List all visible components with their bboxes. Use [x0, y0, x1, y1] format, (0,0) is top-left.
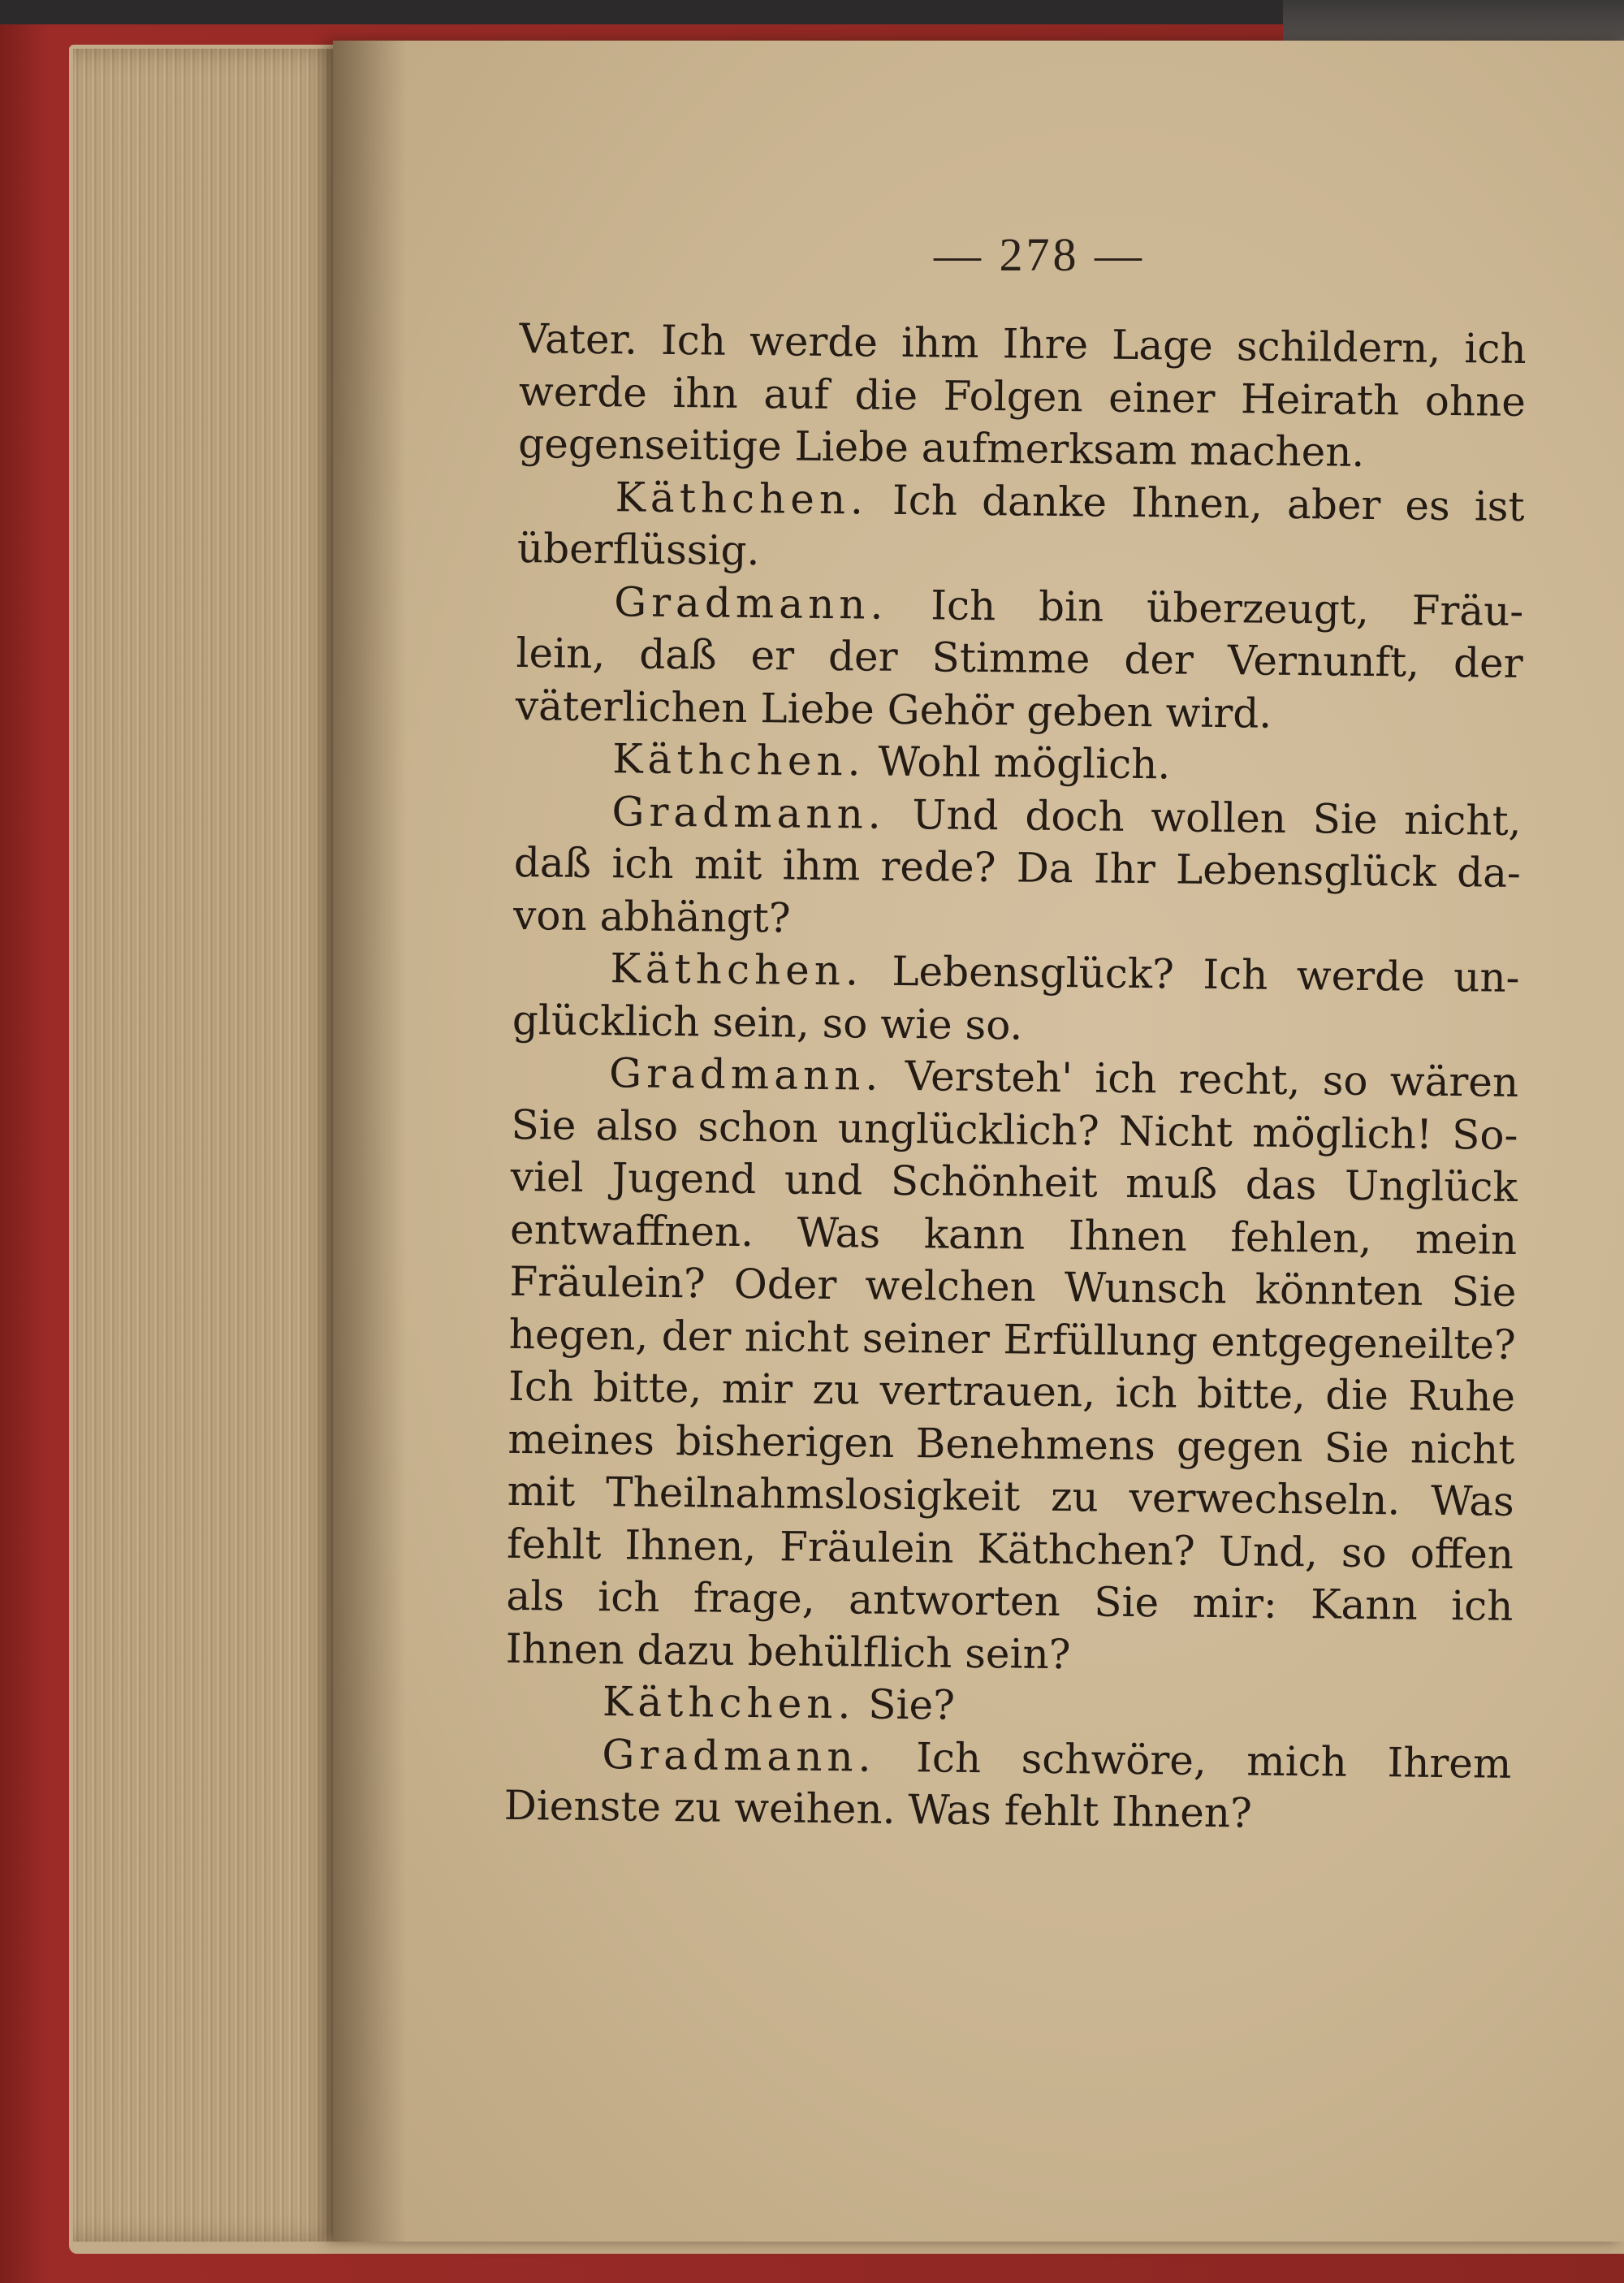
line-text: glücklich sein, so wie so.: [512, 996, 1023, 1049]
text-line: [506, 1570, 1514, 1632]
speaker-name: Käthchen.: [602, 1678, 856, 1728]
page-number: — 278 —: [934, 228, 1145, 281]
line-text: werde ihn auf die Folgen einer Heirath ohne: [518, 367, 1527, 426]
speaker-name: Gradmann.: [602, 1730, 876, 1781]
gutter-shadow: [333, 41, 406, 2242]
page-edges: [73, 49, 341, 2242]
line-text: daß ich mit ihm rede? Da Ihr Lebensglück da-: [513, 838, 1522, 897]
line-text: lein, daß er der Stimme der Vernunft, der: [516, 629, 1523, 687]
text-line: [509, 1256, 1517, 1318]
line-text: väterlichen Liebe Gehör geben wird.: [515, 681, 1272, 737]
text-line: [514, 837, 1522, 899]
text-line: [505, 1675, 1513, 1737]
text-line: [517, 522, 1525, 585]
text-line: [516, 627, 1523, 690]
speaker-name: Gradmann.: [608, 1049, 883, 1100]
text-line: [512, 941, 1520, 1004]
text-line: [508, 1360, 1516, 1423]
line-text: Versteh' ich recht, so wären: [883, 1052, 1519, 1106]
line-text: Sie also schon unglücklich? Nicht möglich! So-: [511, 1100, 1518, 1159]
line-text: fehlt Ihnen, Fräulein Käthchen? Und, so offen: [506, 1520, 1514, 1578]
line-text: Und doch wollen Sie nicht,: [885, 790, 1522, 845]
speaker-name: Käthchen.: [615, 473, 869, 524]
line-text: Ihnen dazu behülflich sein?: [505, 1624, 1071, 1678]
line-text: Dienste zu weihen. Was fehlt Ihnen?: [503, 1781, 1253, 1837]
line-text: überflüssig.: [516, 524, 760, 575]
line-text: entwaffnen. Was kann Ihnen fehlen, mein: [509, 1205, 1518, 1264]
text-line: [512, 1046, 1519, 1109]
line-text: gegenseitige Liebe aufmerksam machen.: [518, 419, 1365, 476]
line-text: von abhängt?: [512, 891, 791, 942]
line-text: meines bisherigen Benehmens gegen Sie nicht: [508, 1415, 1515, 1473]
text-line: [511, 1151, 1518, 1213]
line-text: Ich bin überzeugt, Fräu-: [888, 581, 1524, 635]
line-text: Wohl möglich.: [865, 737, 1171, 789]
line-text: Vater. Ich werde ihm Ihre Lage schildern, ich: [519, 314, 1527, 373]
line-text: Ich bitte, mir zu vertrauen, ich bitte, die Ruhe: [508, 1362, 1516, 1420]
text-line: [503, 1779, 1511, 1842]
text-line: [507, 1465, 1514, 1528]
text-line: [519, 313, 1527, 375]
line-text: als ich frage, antworten Sie mir: Kann ich: [506, 1572, 1514, 1630]
line-text: viel Jugend und Schönheit muß das Unglück: [510, 1152, 1518, 1211]
line-text: Ich danke Ihnen, aber es ist: [867, 476, 1525, 530]
line-text: Ich schwöre, mich Ihrem: [875, 1733, 1512, 1788]
line-text: Lebensglück? Ich werde un-: [862, 947, 1520, 1001]
speaker-name: Gradmann.: [613, 577, 888, 629]
line-text: Sie?: [855, 1680, 956, 1729]
line-text: mit Theilnahmslosigkeit zu verwechseln. Was: [507, 1467, 1515, 1525]
text-line: [515, 732, 1522, 794]
line-text: Fräulein? Oder welchen Wunsch könnten Sie: [509, 1257, 1517, 1316]
speaker-name: Käthchen.: [611, 735, 866, 785]
body-text: [503, 313, 1527, 1842]
text-line: [518, 417, 1526, 480]
speaker-name: Käthchen.: [610, 945, 864, 995]
line-text: hegen, der nicht seiner Erfüllung entgegeneilte?: [508, 1310, 1517, 1369]
speaker-name: Gradmann.: [611, 787, 887, 838]
